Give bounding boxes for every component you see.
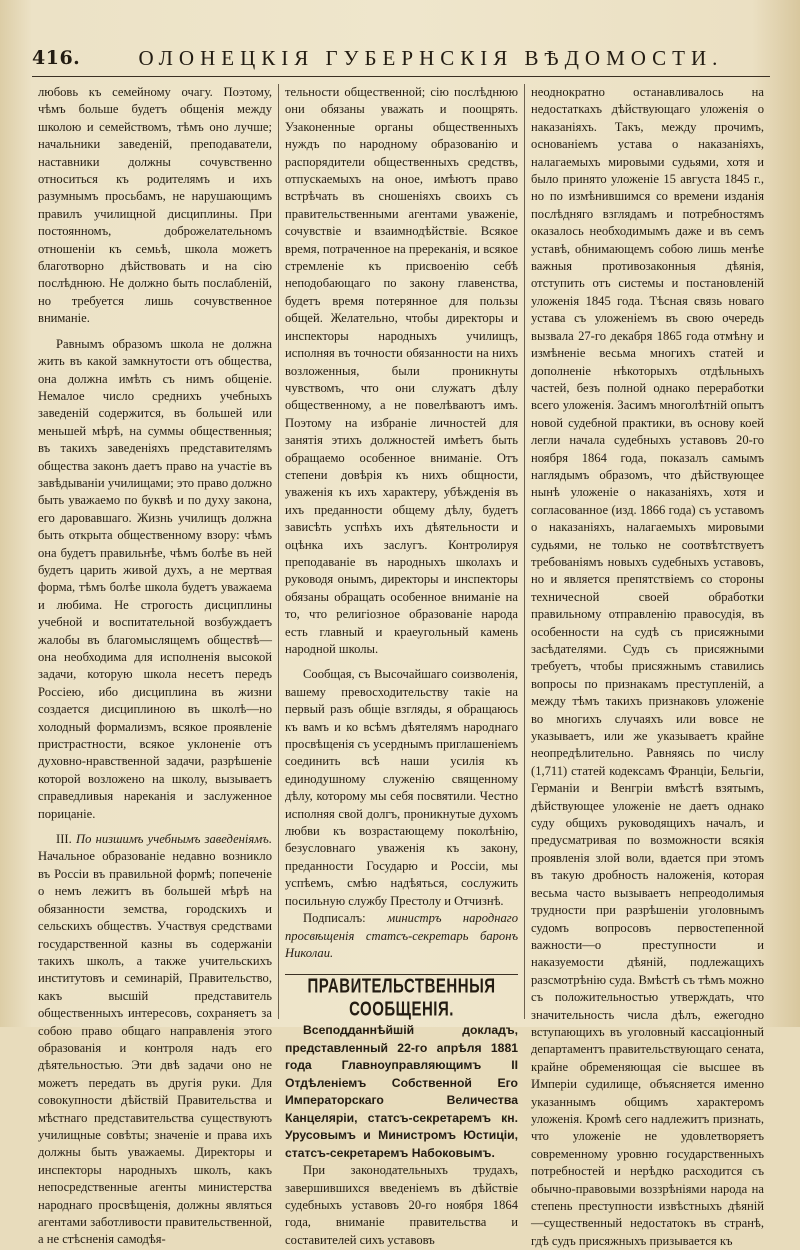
column-right bbox=[524, 84, 770, 1248]
column-middle bbox=[278, 84, 524, 1247]
text-columns bbox=[32, 84, 770, 1248]
report-heading: Всеподданнѣйшій докладъ, представленный 22-го апрѣля 1881 года Главноуправляющимъ II Отдѣленіемъ Собственной Его Императорскаго Величества Канцеляріи, статсъ-секретаремъ кн. Урусовымъ и Министромъ Юстиціи, статсъ-секретаремъ Набоковымъ. bbox=[285, 1023, 518, 1160]
paragraph: неоднократно останавливалось на недостаткахъ дѣйствующаго уложенія о наказаніяхъ. Такъ, между прочимъ, основаніемъ устава о наказаніяхъ, налагаемыхъ мировыми судьями, хотя и было принято уложеніе 15 августа 1845 г., но по измѣнившимся со времени изданія послѣдняго взглядамъ и потребностямъ оказалось необходимымъ даже и въ семъ уставѣ, обнимающемъ собою лишь менѣе важныя противозаконныя дѣянія, отступить отъ системы и постановленій уложенія 1845 года. Тѣсная связь новаго устава съ уложеніемъ въ свою очередь вызвала 27-го декабря 1865 года отмѣну и измѣненіе весьма многихъ статей и дополненіе нѣкоторыхъ отдѣльныхъ частей, безъ полной однако переработки всего уложенія. Засимъ многолѣтній опытъ новой судебной практики, въ основу коей легли начала судебныхъ уставовъ 20-го ноября 1864 года, показалъ самымъ наглядымъ образомъ, что дѣйствующее нынѣ уложеніе о наказаніяхъ, хотя и согласованное (изд. 1866 года) съ уставомъ о наказаніяхъ, налагаемыхъ мировыми судьями, не только не соотвѣтствуетъ требованіямъ новыхъ судебныхъ уставовъ, но и является препятствіемъ со стороны техничесной своей обработки правильному отправленію правосудія, въ особенности на судѣ съ присяжными засѣдателями. Судъ съ присяжными требуетъ, чтобы присяжнымъ ставились вопросы по признакамъ преступленій, а между тѣмъ такихъ признаковъ уложеніе во многихъ случаяхъ или вовсе не указываетъ, или же указываетъ крайне неопредѣлительно. Равняясь по числу (1,711) статей кодексамъ Франціи, Бельгіи, Германіи и Венгріи вмѣстѣ взятымъ, дѣйствующее уложеніе не даетъ однако суду общихъ руководящихъ началъ, и предусматривая по возможности всякія проявленія злой воли, вдается при этомъ въ такую дробность наложенія, которая весьма часто вызываетъ непреодолимыя трудности при разрѣшеніи уголовнымъ судомъ вопросовъ первостепенной важности—о преступности и наказуемости дѣяній, подлежащихъ разсмотрѣнію суда. Вмѣстѣ съ тѣмъ можно съ положительностью утверждать, что значительность числа дѣлъ, ежегодно вступающихъ въ уголовный кассаціонный департаментъ правительствующаго сената, крайне обременяющая сіе высшее въ Имперіи судилище, объясняется именно указаннымъ общимъ характеромъ уложенія. Кромѣ сего надлежитъ признать, что уложеніе не удовлетворяетъ современному уровню государственныхъ потребностей и нерѣдко расходится съ обычно-правовыми воззрѣніями народа на степень преступности извѣстныхъ дѣяній—существенный недостатокъ въ странѣ, гдѣ судъ присяжныхъ призывается къ bbox=[531, 85, 764, 1248]
signature-text: министръ народнаго просвѣщенія статсъ-секретарь баронъ Николаи. bbox=[285, 911, 518, 960]
running-title: ОЛОНЕЦКІЯ ГУБЕРНСКІЯ ВѢДОМОСТИ. bbox=[138, 45, 724, 70]
section-heading: По низшимъ учебнымъ заведеніямъ. bbox=[75, 832, 272, 847]
page-number: 416. bbox=[32, 47, 81, 69]
signature-line bbox=[285, 910, 518, 962]
paragraph-text: Начальное образованіе недавно возникло въ Россіи въ правильной формѣ; попеченіе о немъ лежитъ въ большей мѣрѣ на обязанности земства, городскихъ и сельскихъ обществъ. Участвуя средствами государственной казны въ содержаніи такихъ школъ, а также учительскихъ институтовъ и семинарій, Правительство, какъ высшій представитель общественныхъ интересовъ, сохраняетъ за собою право общаго направленія этого образованія и контроля надъ его дѣятельностью. Эти двѣ задачи оно не можетъ передать въ другія руки. Для совокупности дѣйствій Правительства и мѣстнаго представительства существуютъ училищные совѣты; значеніе и права ихъ должны быть уважаемы. Директоры и инспекторы народныхъ школъ, какъ непосредственные агенты министерства народнаго просвѣщенія, должны являться агентами заботливости правительственной, а не стѣсненія самодѣя- bbox=[38, 849, 272, 1247]
signature-label: Подписалъ: bbox=[303, 911, 366, 926]
paragraph: любовь къ семейному очагу. Поэтому, чѣмъ больше будетъ общенія между школою и семействомъ, тѣмъ оно лучше; начальники заведеній, преподаватели, наставники должны сочувственно относиться къ родителямъ и ихъ разумнымъ просьбамъ, не нарушающимъ правилъ училищной дисциплины. При постоянномъ, доброжелательномъ отношеніи къ семьѣ, школа можетъ благотворно дѣйствовать и на сію послѣднюю. Не должно быть послабленій, но требуется лишь сочувственное вниманіе. bbox=[38, 85, 272, 326]
section-title: ПРАВИТЕЛЬСТВЕННЫЯ СООБЩЕНІЯ. bbox=[307, 975, 496, 1022]
paragraph: тельности общественной; сію послѣднюю они обязаны уважать и поощрять. Узаконенные органы общественныхъ нуждъ по народному образованію и распорядители общественныхъ средствъ, отпускаемыхъ на оное, имѣютъ право встрѣчать въ сношеніяхъ своихъ съ правительственными агентами уваженіе, сочувствіе и взаимнодѣйствіе. Всякое время, потраченное на пререканія, и всякое стремленіе къ присвоенію себѣ неподобающаго по закону главенства, будетъ время потерянное для пользы общей. Желательно, чтобы директоры и инспекторы народныхъ училищъ, исполняя въ точности обязанности на нихъ возложенныя, были проникнуты чувствомъ, что они служатъ дѣлу общественному, а не повелѣваютъ имъ. Поэтому на избраніе личностей для занятія этихъ должностей имѣетъ быть обращаемо особенное вниманіе. Отъ степени довѣрія къ нихъ общности, уваженія къ ихъ характеру, убѣжденія въ ихъ преданности общему дѣлу, будетъ зависѣть успѣхъ ихъ дѣятельности и оцѣнка ихъ заслугъ. Контролируя преподаваніе въ народныхъ школахъ и руководя онымъ, директоры и инспекторы обязаны обращать особенное вниманіе на то, что религіозное образованіе народа есть главный и краеугольный камень народной школы. bbox=[285, 85, 518, 656]
section-number: III. bbox=[56, 832, 72, 847]
paragraph: Сообщая, съ Высочайшаго соизволенія, вашему превосходительству такіе на первый разъ общіе взгляды, я обращаюсь къ вамъ и ко всѣмъ дѣятелямъ народнаго просвѣщенія съ усерднымъ приглашеніемъ соединить всѣ наши усилія къ единодушному служенію священному дѣлу, которому мы себя посвятили. Честно исполняя свой долгъ, проникнутые духомъ любви къ возрастающему поколѣнію, безусловнаго уваженія къ закону, преданности Государю и Россіи, мы успѣемъ, смѣю надѣяться, сослужить посильную службу Престолу и Отчизнѣ. bbox=[285, 667, 518, 908]
paragraph: При законодательныхъ трудахъ, завершившихся введеніемъ въ дѣйствіе судебныхъ уставовъ 20-го ноября 1864 года, вниманіе правительства и составителей сихъ уставовъ bbox=[285, 1163, 518, 1247]
page-header bbox=[32, 40, 770, 77]
paragraph: Равнымъ образомъ школа не должна жить въ какой замкнутости отъ общества, она должна имѣть съ нимъ общеніе. Немалое число среднихъ учебныхъ заведеній содержится, въ большей или меньшей мѣрѣ, на суммы общественныя; въ такихъ заведеніяхъ представителямъ общества законъ даетъ право на участіе въ завѣдываніи училищами; это право должно быть уважаемо по буквѣ и по духу закона, его даровавшаго. Жизнь училищъ должна быть открыта общественному взору: чѣмъ она будетъ правильнѣе, чѣмъ болѣе въ ней будетъ царить живой духъ, а не мертвая форма, тѣмъ болѣе школа будетъ уважаема и любима. Не строгость дисциплины учебной и воспитательной возбуждаетъ жалобы въ благомыслящемъ обществѣ—она необходима для исполненія высокой задачи, которую школа несетъ передъ Россіею, ибо дисциплина въ жизни создается дисциплиною въ школѣ—но холодный формализмъ, всякое проявленіе пристрастности, всякое уклоненіе отъ духовно-нравственной задачи, разрѣшеніе которой возложено на школу, вызываетъ справедливыя нареканія и заслуженное порицаніе. bbox=[38, 336, 272, 821]
column-left bbox=[32, 84, 278, 1247]
section-iii-paragraph bbox=[38, 831, 272, 1249]
